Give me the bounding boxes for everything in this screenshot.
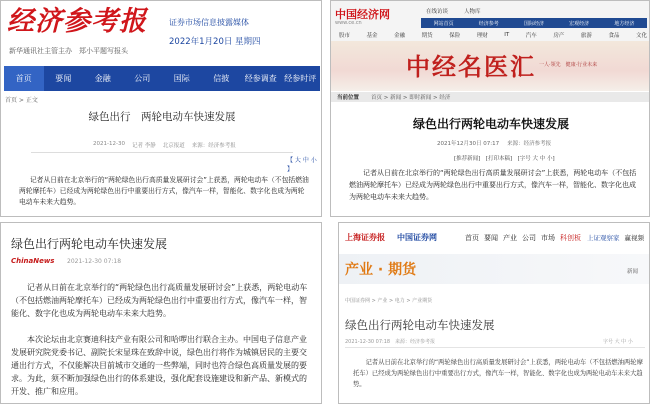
panel-chinanews — [0, 222, 322, 404]
banner-title: 中经名医汇 — [406, 52, 536, 81]
right-nav — [587, 233, 644, 242]
section-link[interactable]: 新闻 — [627, 269, 639, 275]
channel-nav — [339, 29, 647, 40]
issue-date: 2022年1月20日 星期四 — [169, 37, 261, 47]
article-title: 绿色出行两轮电动车快速发展 — [11, 237, 168, 251]
ce-logo[interactable]: 中国经济网 — [335, 8, 390, 21]
nav2-funds[interactable]: 基金 — [366, 32, 378, 39]
nav2-auto[interactable]: 汽车 — [525, 32, 537, 39]
nav2-wealth[interactable]: 理财 — [476, 32, 488, 39]
nav1-reference[interactable]: 经济参考 — [478, 20, 499, 27]
nav2-food[interactable]: 食品 — [608, 32, 620, 39]
meta-time: 2021年12月30日 07:17 — [437, 141, 500, 147]
main-nav — [465, 233, 581, 243]
article-meta — [437, 139, 551, 147]
logo-subtitle: 新华通讯社主管主办 郑小平题写报头 — [9, 47, 128, 55]
banner-subtitle: 一人·领先 健康·行业未来 — [539, 62, 598, 68]
divider — [345, 347, 645, 348]
link-people[interactable]: 人物库 — [464, 9, 481, 15]
nav-item-home[interactable]: 首页 — [4, 66, 44, 91]
ce-logo-url: www.ce.cn — [335, 20, 362, 26]
font-size-control[interactable]: 字号 大 中 小 — [603, 339, 633, 345]
main-nav — [4, 66, 320, 91]
meta-source: 来源：经济参考报 — [191, 143, 236, 149]
article-body: 记者从日前在北京举行的“两轮绿色出行高质量发展研讨会”上获悉，两轮电动车（不包括燃油两轮摩托车）已经成为两轮绿色出行中重要出行方式，像汽车一样，智能化、数字化也成为两轮电动车未来大趋势。 — [19, 176, 309, 206]
jjckb-logo[interactable]: 经济参考报 — [7, 6, 147, 37]
chinanews-logo[interactable]: ChinaNews — [11, 257, 55, 265]
ad-banner[interactable] — [331, 41, 650, 91]
nav-star-market[interactable]: 科创板 — [560, 234, 581, 242]
article-title: 绿色出行两轮电动车快速发展 — [345, 318, 495, 332]
article-title: 绿色出行两轮电动车快速发展 — [412, 117, 569, 131]
nav1-home[interactable]: 网站首页 — [433, 20, 454, 27]
shzqb-logo[interactable]: 上海证券报 — [345, 232, 385, 242]
nav-item-company[interactable]: 公司 — [134, 74, 151, 83]
article-title: 绿色出行 两轮电动车快速发展 — [88, 111, 236, 123]
nav1-macro[interactable]: 宏观经济 — [569, 20, 590, 27]
nav-item-survey[interactable]: 经参调查 — [244, 74, 277, 83]
article-meta — [93, 141, 236, 149]
article-date: 2021-12-30 07:18 — [67, 258, 122, 265]
nav-home[interactable]: 首页 — [465, 234, 479, 242]
article-body: 记者从日前在北京举行的“两轮绿色出行高质量发展研讨会”上获悉，两轮电动车（不包括燃油两轮摩托车）已经成为两轮绿色出行中重要出行方式，像汽车一样，智能化、数字化也成为两轮电动车未来大趋势。 — [353, 359, 643, 388]
nav-item-news[interactable]: 要闻 — [55, 74, 72, 83]
primary-nav — [421, 18, 647, 28]
slogan: 证券市场信息披露媒体 — [169, 18, 249, 27]
nav-item-commentary[interactable]: 经参时评 — [284, 74, 317, 83]
article-body-p2: 本次论坛由北京赛迪科技产业有限公司和哈啰出行联合主办。中国电子信息产业发展研究院党委书记、副院长宋显珠在致辞中说，绿色出行将作为城镇居民的主要交通出行方式，不仅能解决目前城市交通的一些弊端，同时也符合绿色高质量发展的要求。为此，须不断加强绿色出行的体系建设，强化配套设施建设和新产品、新模式的开发、推广和应用。 — [11, 335, 307, 396]
article-tools[interactable]: [推荐新闻] [打印本稿] [字号 大 中 小] — [454, 156, 555, 162]
breadcrumb[interactable]: 首页 > 新闻 > 即时新闻 > 经济 — [371, 95, 451, 101]
article-meta: 2021-12-30 07:18 来源：经济参考报 — [345, 339, 436, 345]
nav1-local[interactable]: 地方经济 — [614, 20, 635, 27]
nav-company[interactable]: 公司 — [522, 234, 536, 242]
nav2-it[interactable]: IT — [504, 31, 510, 38]
top-links — [426, 7, 481, 15]
divider — [31, 152, 293, 153]
meta-location: 北京报道 — [162, 143, 185, 149]
cnstock-logo[interactable]: 中国证券网 — [397, 233, 437, 242]
panel-cnstock — [338, 222, 650, 404]
nav2-property[interactable]: 房产 — [553, 32, 565, 39]
nav-news[interactable]: 要闻 — [484, 234, 498, 242]
article-body: 记者从日前在北京举行的“两轮绿色出行高质量发展研讨会”上获悉，两轮电动车（不包括燃油两轮摩托车）已经成为两轮绿色出行中重要出行方式，像汽车一样，智能化、数字化也成为两轮电动车未来大趋势。 — [349, 169, 637, 201]
nav-item-disclosure[interactable]: 信披 — [213, 74, 230, 83]
breadcrumb[interactable]: 首页 > 正文 — [5, 97, 38, 104]
meta-date: 2021-12-30 — [93, 141, 125, 147]
nav2-insurance[interactable]: 保险 — [449, 32, 461, 39]
article-body-p1: 记者从日前在北京举行的“两轮绿色出行高质量发展研讨会”上获悉，两轮电动车（不包括燃油两轮摩托车）已经成为两轮绿色出行中重要出行方式，像汽车一样，智能化、数字化也成为两轮电动车未来大趋势。 — [11, 283, 308, 318]
nav-video[interactable]: 赢视频 — [624, 234, 644, 242]
section-title: 产业 · 期货 — [345, 262, 417, 278]
panel-ce — [330, 0, 650, 217]
nav-item-international[interactable]: 国际 — [173, 74, 190, 83]
meta-author: 记者 李静 — [131, 143, 156, 149]
nav2-finance[interactable]: 金融 — [394, 32, 406, 39]
nav2-futures[interactable]: 期货 — [421, 32, 433, 39]
nav-industry[interactable]: 产业 — [503, 234, 517, 242]
nav-observer[interactable]: 上证观察家 — [587, 234, 620, 242]
panel-jjckb — [0, 0, 322, 217]
link-interviews[interactable]: 在线访谈 — [426, 9, 449, 15]
font-size-control[interactable]: 【 大 中 小 】 — [287, 157, 317, 173]
nav-market[interactable]: 市场 — [541, 234, 555, 242]
nav2-stocks[interactable]: 股市 — [339, 32, 351, 39]
breadcrumb[interactable]: 中国证券网 > 产业 > 电力 > 产业期货 — [345, 298, 433, 304]
nav1-intl[interactable]: 国际经济 — [523, 20, 544, 27]
location-label: 当前位置 — [337, 95, 360, 101]
nav-item-finance[interactable]: 金融 — [94, 74, 111, 83]
nav2-travel[interactable]: 旅游 — [580, 32, 592, 39]
nav2-culture[interactable]: 文化 — [635, 32, 647, 39]
meta-source: 来源：经济参考报 — [507, 141, 552, 147]
